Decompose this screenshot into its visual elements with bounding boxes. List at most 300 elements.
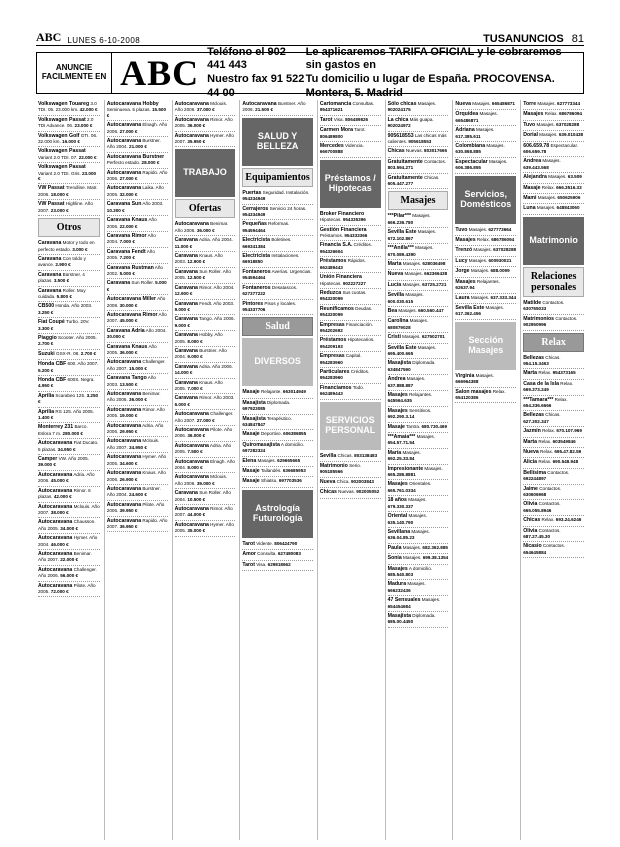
column-3 xyxy=(172,100,236,840)
ad-title: Electricista xyxy=(242,237,271,244)
ad-title: Particulares xyxy=(319,368,350,375)
ad-title: 606.659.78 xyxy=(523,142,550,149)
ad-title: Autocaravana xyxy=(38,550,73,557)
ad-text: Masajes. xyxy=(401,449,421,455)
ad-text: Año 2005. xyxy=(106,343,157,355)
ad-text: Hymer. Año 2005. xyxy=(174,521,234,534)
ad-title: Gratuitamente xyxy=(387,174,423,181)
classified-ad xyxy=(107,121,168,137)
ad-text: Masajes. xyxy=(472,247,494,253)
section-heading: Ofertas xyxy=(175,199,236,218)
ad-text: Hipotecarios. xyxy=(346,337,375,343)
ad-text: RS 125. Año 2005. xyxy=(54,408,94,414)
page-header xyxy=(36,30,584,46)
page-date: LUNES 6-10-2008 xyxy=(67,36,141,45)
ad-title: Sevilla xyxy=(387,292,405,299)
classified-ad xyxy=(455,142,516,158)
ad-title: Piaggio xyxy=(38,334,57,341)
ad-phone: 665.286.8881 xyxy=(387,472,416,478)
classified-ad xyxy=(38,503,100,519)
ad-text: Relax. xyxy=(553,396,568,402)
classified-ad xyxy=(388,244,449,260)
ad-text: Chausson. Año 2005. xyxy=(38,519,96,531)
classified-ad xyxy=(320,488,381,498)
ad-text: Relax. xyxy=(537,370,553,376)
ad-title: Masaje xyxy=(523,184,541,191)
ad-phone: 699.38.1354 xyxy=(422,555,449,561)
classified-ad xyxy=(38,239,100,255)
classified-ad xyxy=(523,411,584,427)
classified-ad xyxy=(38,271,100,287)
classified-ad xyxy=(175,458,236,474)
ad-title: Nicasio xyxy=(523,543,542,550)
ad-title: ***Tamara*** xyxy=(523,396,554,403)
ad-text: Benimar. Año 2006. xyxy=(174,221,229,233)
ad-text: Mclouis. Año 2007. xyxy=(106,438,160,450)
classified-ad xyxy=(175,315,236,331)
ad-text: Turbo. 20V. xyxy=(64,319,90,325)
ad-title: Elena xyxy=(242,457,257,464)
ad-phone: 605.447.277 xyxy=(387,181,414,187)
classified-ad xyxy=(38,100,100,116)
classified-ad xyxy=(38,163,100,184)
classified-ad xyxy=(38,184,100,200)
ad-title: Caravana Fendt xyxy=(106,248,146,255)
ad-title: Sólo chicas xyxy=(387,101,417,107)
section-banner: TRABAJO xyxy=(175,149,236,197)
ad-title: ***Amaia*** xyxy=(387,434,416,441)
classified-ad xyxy=(107,279,168,295)
ad-phone: 9.000 € xyxy=(174,322,190,328)
ad-title: Caravana xyxy=(174,347,198,354)
ad-title: Autocaravana xyxy=(174,458,209,465)
classified-ad xyxy=(242,268,312,284)
ad-title: Autocaravana xyxy=(106,438,142,445)
ad-text: Rimor. 6 plazas. xyxy=(38,487,91,500)
ad-phone: 627773664 xyxy=(488,226,512,232)
ad-title: Autocaravana xyxy=(106,169,142,176)
ad-phone: 629818662 xyxy=(267,561,291,567)
ad-title: Espectacular xyxy=(455,158,488,165)
classified-ad xyxy=(175,505,236,521)
ad-text: Visa. xyxy=(332,116,346,122)
ad-phone: 695.47.82.59 xyxy=(554,448,582,454)
ad-phone: 803.594.271 xyxy=(387,165,414,171)
ad-phone: 697282324 xyxy=(242,448,266,454)
ad-text: Elnagh. Año 2004. xyxy=(174,458,235,471)
ad-text: Highline. Año 2007. xyxy=(38,201,93,213)
ad-phone: 666.236.780 xyxy=(387,219,414,225)
classified-ad xyxy=(388,228,449,244)
ad-phone: 22.000 € xyxy=(119,223,138,229)
section-title: TUSANUNCIOS xyxy=(483,33,564,45)
ad-title: Aprilia xyxy=(38,392,55,399)
ad-phone: 5.200 € xyxy=(38,367,54,373)
ad-text: Créditos. xyxy=(349,368,370,374)
ad-text: Masajes. xyxy=(256,457,278,463)
ad-text: A domicilio. xyxy=(407,565,433,571)
ad-phone: 23.000 € xyxy=(50,207,69,213)
ad-title: Gestión Financiera xyxy=(319,226,367,233)
classified-ad xyxy=(107,501,168,517)
classified-ad xyxy=(107,137,168,153)
ad-title: Autocaravana Miller xyxy=(106,296,157,303)
ad-title: Mami xyxy=(523,195,537,202)
ad-text: Con toldo y avance. xyxy=(38,255,86,268)
classified-ad xyxy=(320,462,381,478)
ad-phone: 648843060 xyxy=(556,205,580,211)
classified-ad xyxy=(388,465,449,481)
classified-ad xyxy=(107,232,168,248)
ad-title: Honda CBF xyxy=(38,377,67,383)
ad-text: Instalaciones. xyxy=(270,253,300,259)
classified-ad xyxy=(455,226,516,236)
ad-title: Salon masajes xyxy=(455,388,492,395)
classified-ad xyxy=(38,350,100,360)
ad-text: Barco. Eslora 7 m. xyxy=(38,424,88,436)
banner-tarifa-line-2: Tu domicilio u lugar de España. PROCOVENSA. Montera, 5. Madrid xyxy=(305,73,555,99)
ad-phone: 29.950 € xyxy=(119,429,138,435)
classified-ad xyxy=(320,321,381,337)
ad-phone: 634847847 xyxy=(242,421,266,427)
ad-phone: 954283960 xyxy=(319,359,343,365)
ad-text: Masajes. xyxy=(469,294,491,300)
ad-phone: 688.0099 xyxy=(490,268,510,274)
ad-text: Masajes. xyxy=(401,555,423,561)
ad-phone: 654.336.6666 xyxy=(523,402,552,408)
ad-phone: 21.000 € xyxy=(129,144,147,150)
classified-ad xyxy=(242,477,312,487)
ad-phone: 666.3516.33 xyxy=(556,184,582,190)
classified-ad xyxy=(38,287,100,303)
ad-phone: 39.000 € xyxy=(196,480,215,486)
classified-ad xyxy=(320,368,381,384)
ad-phone: 670.107.969 xyxy=(556,428,582,434)
ad-text: Adria. Año 2005. xyxy=(174,442,232,455)
ad-phone: 695.400.665 xyxy=(387,350,414,356)
ad-text: Nuevas. xyxy=(336,489,357,495)
classified-ad xyxy=(523,121,584,131)
ad-title: Trenzó xyxy=(455,247,473,254)
ad-text: Mclouis. Año 2007. xyxy=(38,503,100,515)
ad-title: Autocaravana Hobby xyxy=(106,101,159,107)
classified-ad xyxy=(38,534,100,550)
ad-text: Préstamos. xyxy=(319,233,345,239)
ad-title: Autocaravana xyxy=(106,122,142,129)
ad-phone: 954334949 xyxy=(242,212,266,218)
classified-ad xyxy=(388,158,449,174)
ad-text: Rápidos. xyxy=(346,258,366,264)
ad-title: Autocaravana xyxy=(38,503,73,510)
ad-title: Cartomancia xyxy=(319,101,352,107)
ad-text: Sensitivos. xyxy=(407,407,432,413)
classified-ad xyxy=(523,299,584,315)
classified-ad xyxy=(523,516,584,526)
ad-title: Volkswagen Passat xyxy=(38,148,86,155)
ad-text: Masajes. xyxy=(416,101,437,106)
classified-ad xyxy=(320,305,381,321)
ad-title: Caravana Knaus xyxy=(106,217,148,224)
ad-phone: 39.950 € xyxy=(119,508,138,514)
classified-ad xyxy=(175,347,236,363)
ad-phone: 954320099 xyxy=(319,312,343,318)
classified-ad xyxy=(175,220,236,236)
banner-phone-line-2: Nuestro fax 91 522 44 00 xyxy=(207,73,305,99)
ad-text: Adria. Año 2006. xyxy=(106,422,164,435)
ad-phone: 629665665 xyxy=(277,457,301,463)
ad-text: Más guapa. xyxy=(408,116,434,122)
ad-title: Chicas xyxy=(319,489,337,496)
column-5 xyxy=(317,100,381,840)
ad-title: Bellezas xyxy=(523,412,544,419)
ad-title: Préstamos xyxy=(319,258,347,265)
ad-text: Tango. Año 2006. xyxy=(197,316,235,322)
ad-text: Pilote. Año 2006. xyxy=(106,501,165,514)
classified-ad xyxy=(175,300,236,316)
ad-title: Tarot xyxy=(242,540,255,547)
ad-title: Sevilla Este xyxy=(387,229,417,236)
classified-ad xyxy=(523,194,584,204)
ad-text: Hymer. Año 2005. xyxy=(106,454,167,466)
ad-title: Caravana xyxy=(38,287,62,294)
classified-ad xyxy=(388,281,449,291)
ad-text: Contactos. xyxy=(554,315,578,321)
ad-phone: 806489800 xyxy=(319,133,343,139)
ad-title: Tuvo xyxy=(523,121,536,128)
ad-title: Mercedes xyxy=(319,143,344,150)
ad-phone: 19.000 € xyxy=(119,413,138,419)
classified-ad xyxy=(388,317,449,333)
ad-text: Adria. Año 2004. xyxy=(197,237,233,243)
classified-ad xyxy=(523,448,584,458)
ad-title: Caravana Tango xyxy=(106,375,147,382)
classified-ad xyxy=(242,236,312,252)
ad-phone: 693.24.6246 xyxy=(555,517,582,523)
section-heading: Salud xyxy=(242,317,312,336)
ad-phone: 637028288 xyxy=(493,247,517,253)
section-banner: SALUD Y BELLEZA xyxy=(242,118,312,166)
classified-ad xyxy=(38,255,100,271)
ad-phone: 954320099 xyxy=(319,296,343,302)
ad-text: Hymer. Año 2007. xyxy=(174,132,234,145)
ad-text: Contactos. xyxy=(422,158,447,164)
ad-text: Masajes. xyxy=(535,121,557,127)
ad-text: Relax. xyxy=(475,237,492,243)
classified-ad xyxy=(242,220,312,236)
ad-title: Amor xyxy=(242,551,256,558)
ad-phone: 32.000 € xyxy=(119,191,138,197)
ad-phone: 62637.94 xyxy=(455,285,475,291)
ad-phone: 606.659.78 xyxy=(523,149,547,155)
ad-text: Chicas. xyxy=(336,452,355,458)
classified-ad xyxy=(175,236,236,252)
ad-title: ***Anilla*** xyxy=(387,245,414,252)
ad-title: Autocaravana xyxy=(174,132,209,139)
classified-ad xyxy=(242,561,312,571)
ad-text: Seminueva. 5 plazas. xyxy=(106,107,152,113)
ad-phone: 654645884 xyxy=(523,549,547,555)
ad-title: Volkswagen Passat xyxy=(38,116,86,123)
ad-phone: 37.000 € xyxy=(196,107,215,113)
ad-phone: 627377222 xyxy=(242,291,266,297)
ad-phone: 34.000 € xyxy=(60,525,79,531)
ad-phone: 902024175 xyxy=(387,107,411,113)
ad-text: Año 2002. xyxy=(106,264,163,276)
ad-title: Caravana xyxy=(174,332,198,339)
ad-text: Elnagh. Año 2006. xyxy=(106,122,168,134)
ad-phone: 954594464 xyxy=(242,275,266,281)
ad-text: 3.0 TDI. 05. 23.000 km. xyxy=(38,101,97,113)
ad-title: Suzuki xyxy=(38,350,55,357)
ad-title: Financiamos xyxy=(319,384,352,391)
ad-phone: 42.000 € xyxy=(53,494,72,500)
ad-phone: 679.330.337 xyxy=(387,503,414,509)
ad-title: Masaje xyxy=(242,467,260,474)
classified-ad xyxy=(107,153,168,169)
classified-ad xyxy=(38,116,100,132)
ad-text: 2.0 TDI Advance. 06. xyxy=(38,116,94,129)
ad-title: Autocaravana Rimor xyxy=(106,311,158,318)
classified-ad xyxy=(388,116,449,132)
ad-title: Jaime xyxy=(523,485,538,492)
ad-text: Tailandés. xyxy=(259,467,283,473)
ad-title: Fiat Coupé xyxy=(38,319,65,326)
classified-ad xyxy=(388,580,449,596)
ad-phone: 9.000 € xyxy=(187,354,203,360)
ad-phone: 666700888 xyxy=(319,149,343,155)
ad-text: Diplomada. xyxy=(265,399,291,405)
classified-ad xyxy=(388,391,449,407)
classified-ad xyxy=(38,360,100,376)
ad-title: Oriental xyxy=(387,513,408,520)
ad-text: Pilote. Año 2006. xyxy=(174,427,233,439)
ad-text: Trendline. Matr. 2006. xyxy=(38,185,98,197)
classified-ad xyxy=(388,480,449,496)
ad-phone: 685.540.803 xyxy=(387,571,414,577)
ad-phone: 905618553 xyxy=(408,139,432,145)
ad-title: Monterrey 231 xyxy=(38,424,74,431)
ad-phone: 902005052 xyxy=(356,489,380,495)
ad-title: Autocaravana xyxy=(174,521,209,528)
ad-title: Autocaravana xyxy=(174,506,209,513)
ad-phone: 56.000 € xyxy=(60,573,79,579)
classified-ad xyxy=(388,407,449,423)
ad-title: Caravana xyxy=(174,268,198,275)
classified-ad xyxy=(320,257,381,273)
ad-phone: 30.000 € xyxy=(106,334,125,340)
classified-ad xyxy=(38,487,100,503)
classified-ad xyxy=(388,433,449,449)
ad-phone: 639.010438 xyxy=(558,132,584,138)
ad-title: Caravana Knaus xyxy=(106,343,148,350)
ad-text: Benimar. Año 2007. xyxy=(38,550,92,563)
ad-text: Hipotecas. xyxy=(319,217,343,223)
classified-ad xyxy=(107,469,168,485)
ad-text: Las chicas más calientes. xyxy=(387,132,447,145)
classified-ad xyxy=(38,455,100,471)
ad-phone: 954334949 xyxy=(242,196,266,202)
classified-ad xyxy=(455,278,516,294)
ad-title: Caravana xyxy=(38,255,62,262)
classified-ad xyxy=(388,612,449,628)
banner-tarifa xyxy=(306,46,583,101)
ad-phone: 639.443.568 xyxy=(523,164,549,170)
classified-ad xyxy=(523,354,584,370)
ad-text: Rimor. Año 2005. xyxy=(106,406,165,419)
ad-text: Masajes. xyxy=(407,513,427,519)
ad-title: Jazmín xyxy=(523,428,541,435)
ad-title: Autocaravana xyxy=(174,442,209,449)
ad-title: Masaje xyxy=(242,478,260,485)
ad-text: Masajes. xyxy=(416,344,437,350)
classified-ad xyxy=(523,100,584,110)
ad-text: Masajes. xyxy=(546,174,568,180)
ad-phone: 12.500 € xyxy=(187,275,206,281)
ad-title: Matrimonio xyxy=(319,463,348,469)
ad-phone: 663014949 xyxy=(282,389,306,395)
ad-phone: 665486871 xyxy=(455,117,479,123)
classified-ad xyxy=(388,596,449,612)
ad-phone: 45.000 € xyxy=(50,478,69,484)
classified-ad xyxy=(242,300,312,316)
ad-text: Challenger. Año 2007. xyxy=(174,411,234,423)
ad-phone: 650625906 xyxy=(557,195,581,201)
ad-phone: 803017666 xyxy=(424,148,448,154)
column-8 xyxy=(520,100,584,840)
ad-phone: 22.000 € xyxy=(78,154,97,160)
classified-ad xyxy=(523,542,584,558)
ad-phone: 2.900 € xyxy=(55,262,71,268)
ad-phone: 3.000 € xyxy=(72,246,88,252)
ad-phone: 902227227 xyxy=(342,280,366,286)
ad-text: Masajes. xyxy=(536,101,558,106)
section-heading: Equipamientos xyxy=(242,168,312,187)
classified-ad xyxy=(523,438,584,448)
ad-title: Pintores xyxy=(242,300,264,307)
ad-phone: 606.386.855 xyxy=(455,165,481,171)
ad-text: Relajantes. xyxy=(407,392,433,397)
ad-text: Challenger. Año 2007. xyxy=(106,359,166,371)
ad-title: Masajes xyxy=(387,565,408,572)
ad-text: Knaus. Año 2006. xyxy=(106,470,166,482)
classified-ad xyxy=(455,294,516,304)
ad-phone: 692.290.3.14 xyxy=(387,414,415,420)
ad-title: Marta xyxy=(387,260,402,267)
classified-ad xyxy=(455,267,516,277)
ad-phone: 5.000 € xyxy=(119,270,135,276)
ad-phone: 954326604 xyxy=(319,248,343,254)
ad-title: Matilde xyxy=(523,299,542,306)
ad-phone: 34.600 € xyxy=(119,460,138,466)
ad-text: Rimor. Año 2004. xyxy=(197,284,235,290)
ad-title: Nueva xyxy=(455,101,471,107)
ad-title: Autocaravana xyxy=(106,359,142,366)
ad-phone: 660.560.447 xyxy=(418,307,444,313)
ad-text: Masajes. xyxy=(397,307,419,313)
ad-phone: 23.000 € xyxy=(74,123,93,129)
ad-phone: 3.500 € xyxy=(53,278,70,284)
ad-text: 600S. Negra. xyxy=(66,377,95,382)
ad-text: Relax. xyxy=(538,448,555,454)
ad-text: Scarabeo 125. xyxy=(54,392,87,398)
ad-text: Chicas. xyxy=(422,174,440,180)
ad-phone: 36.950 € xyxy=(119,523,138,529)
ad-phone: 34.950 € xyxy=(57,446,76,452)
ad-text: Deportivo. xyxy=(259,431,284,437)
ad-text: Chicas. xyxy=(543,354,561,360)
banner-left-text: ANUNCIE FACILMENTE EN xyxy=(37,53,112,93)
ad-text: Contactos. xyxy=(537,527,561,533)
